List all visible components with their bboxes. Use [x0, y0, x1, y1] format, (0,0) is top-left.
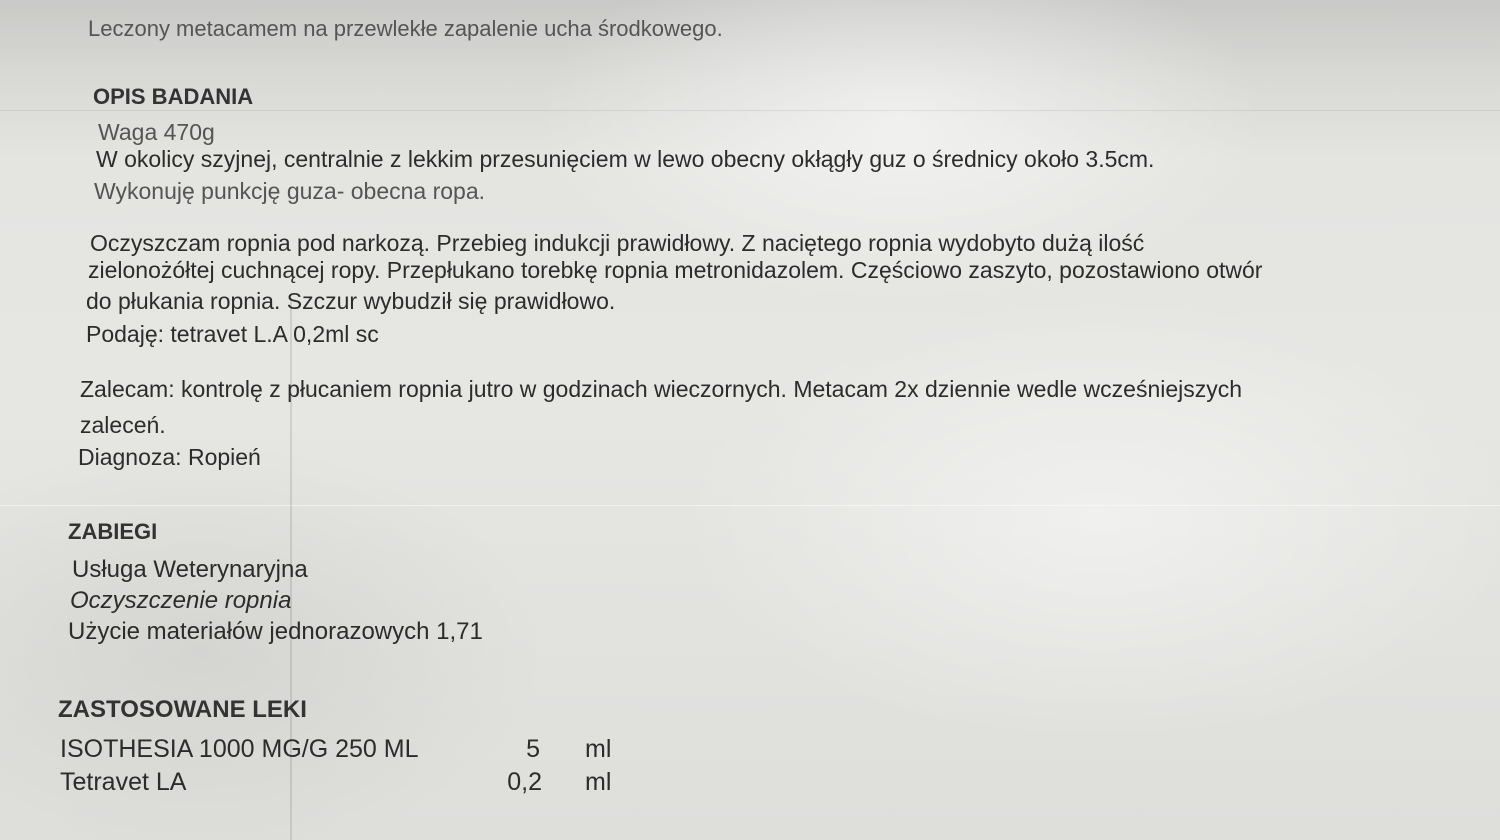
recommendation-line: zaleceń.	[80, 412, 166, 438]
treatment-item: Oczyszczenie ropnia	[70, 587, 292, 614]
procedure-line: do płukania ropnia. Szczur wybudził się prawidłowo.	[86, 288, 616, 314]
medication-row	[60, 737, 620, 767]
treatment-item: Usługa Weterynaryjna	[72, 556, 308, 583]
medication-name: ISOTHESIA 1000 MG/G 250 ML	[60, 735, 419, 763]
paper-crease	[0, 110, 1500, 111]
exam-heading: OPIS BADANIA	[93, 84, 254, 109]
procedure-line: zielonożółtej cuchnącej ropy. Przepłukano torebkę ropnia metronidazolem. Częściowo zaszyto, pozostawiono otwór	[88, 257, 1263, 283]
medication-unit: ml	[585, 735, 612, 763]
treatment-item: Użycie materiałów jednorazowych 1,71	[68, 618, 483, 645]
intro-line: Leczony metacamem na przewlekłe zapalenie ucha środkowego.	[88, 16, 723, 41]
medication-row	[60, 770, 620, 800]
medication-name: Tetravet LA	[60, 768, 187, 796]
exam-line: W okolicy szyjnej, centralnie z lekkim przesunięciem w lewo obecny okłągły guz o średnicy około 3.5cm.	[96, 146, 1155, 172]
medications-heading: ZASTOSOWANE LEKI	[58, 696, 307, 723]
procedure-line: Oczyszczam ropnia pod narkozą. Przebieg indukcji prawidłowy. Z naciętego ropnia wydobyto dużą ilość	[90, 230, 1145, 256]
exam-line: Wykonuję punkcję guza- obecna ropa.	[94, 178, 486, 204]
exam-line: Waga 470g	[98, 119, 215, 145]
diagnosis-line: Diagnoza: Ropień	[78, 444, 261, 470]
treatments-heading: ZABIEGI	[68, 519, 158, 544]
medication-qty: 0,2	[507, 768, 542, 796]
procedure-line: Podaję: tetravet L.A 0,2ml sc	[86, 321, 379, 347]
recommendation-line: Zalecam: kontrolę z płucaniem ropnia jutro w godzinach wieczornych. Metacam 2x dziennie wedle wcześniejszych	[80, 376, 1243, 402]
medication-qty: 5	[526, 735, 540, 763]
medication-unit: ml	[585, 768, 612, 796]
paper-crease	[0, 505, 1500, 506]
